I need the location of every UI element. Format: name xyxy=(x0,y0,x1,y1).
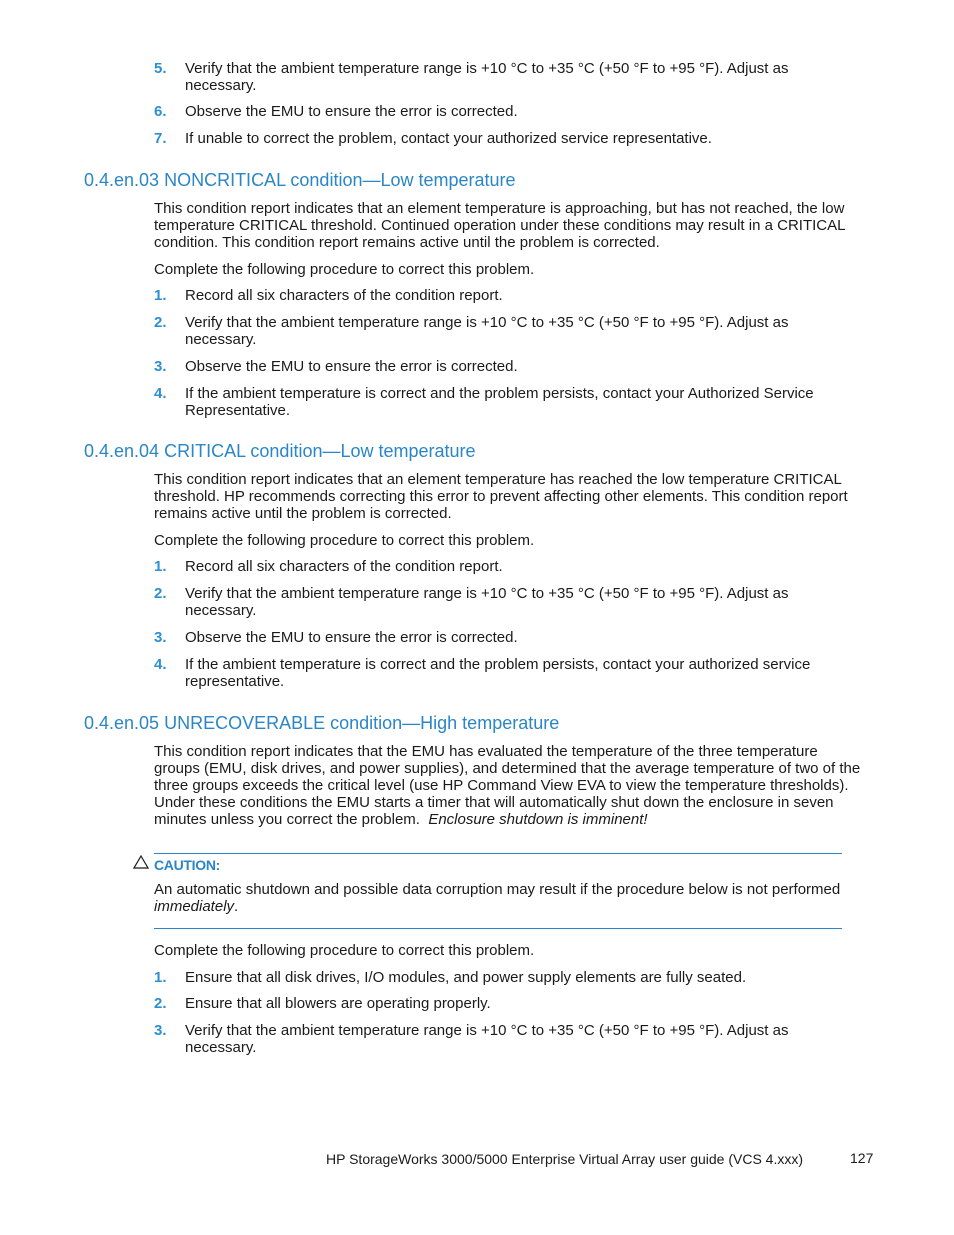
list-item xyxy=(154,1022,862,1056)
procedure-intro: Complete the following procedure to correct this problem. xyxy=(154,532,535,549)
step-number: 3. xyxy=(154,358,167,375)
list-item xyxy=(154,629,862,646)
step-number: 2. xyxy=(154,585,167,602)
step-number: 3. xyxy=(154,1022,167,1039)
section-heading: 0.4.en.05 UNRECOVERABLE condition—High temperature xyxy=(84,713,560,733)
caution-label: CAUTION: xyxy=(154,857,221,873)
caution-top-rule xyxy=(154,853,842,854)
step-text: If the ambient temperature is correct and the problem persists, contact your authorized service representative. xyxy=(185,656,811,690)
list-item xyxy=(154,130,862,147)
step-number: 1. xyxy=(154,287,167,304)
caution-bottom-rule xyxy=(154,928,842,929)
step-text: Verify that the ambient temperature range is +10 °C to +35 °C (+50 °F to +95 °F). Adjust as necessary. xyxy=(185,585,789,619)
list-item xyxy=(154,558,862,575)
step-number: 4. xyxy=(154,385,167,402)
steps-list xyxy=(154,287,862,419)
list-item xyxy=(154,385,862,419)
step-number: 1. xyxy=(154,558,167,575)
step-text: Verify that the ambient temperature range is +10 °C to +35 °C (+50 °F to +95 °F). Adjust as necessary. xyxy=(185,1022,789,1056)
list-item xyxy=(154,103,862,120)
step-text: If the ambient temperature is correct and the problem persists, contact your Authorized Service Representative. xyxy=(185,385,814,419)
step-text: Observe the EMU to ensure the error is corrected. xyxy=(185,358,518,375)
list-item xyxy=(154,358,862,375)
caution-end: . xyxy=(234,898,239,915)
paragraph-text: This condition report indicates that the EMU has evaluated the temperature of the three temperature groups (EMU, disk drives, and power supplies), and determined that the average temperature of two of the three groups exceeds the critical level (use HP Command View EVA to view the temperature thresholds). Under these conditions the EMU starts a timer that will automatically shut down the enclosure in seven minutes unless you correct the problem. xyxy=(154,743,861,828)
step-text: Record all six characters of the condition report. xyxy=(185,558,503,575)
step-number: 7. xyxy=(154,130,167,147)
step-number: 3. xyxy=(154,629,167,646)
warning-triangle-icon xyxy=(133,855,149,869)
page-number: 127 xyxy=(850,1150,874,1166)
step-number: 6. xyxy=(154,103,167,120)
section-paragraph: This condition report indicates that an element temperature is approaching, but has not reached, the low temperature CRITICAL threshold. Continued operation under these conditions may result in a CRITICAL condition. This condition report remains active until the problem is corrected. xyxy=(154,200,845,251)
step-text: Observe the EMU to ensure the error is corrected. xyxy=(185,103,518,120)
paragraph-emphasis: Enclosure shutdown is imminent! xyxy=(428,811,648,828)
list-item xyxy=(154,314,862,348)
footer-title: HP StorageWorks 3000/5000 Enterprise Virtual Array user guide (VCS 4.xxx) xyxy=(326,1151,804,1167)
steps-list xyxy=(154,969,862,1056)
step-text: Ensure that all blowers are operating properly. xyxy=(185,995,491,1012)
step-number: 4. xyxy=(154,656,167,673)
step-number: 2. xyxy=(154,995,167,1012)
step-number: 5. xyxy=(154,60,167,77)
list-item xyxy=(154,60,862,94)
list-item xyxy=(154,656,862,690)
step-text: If unable to correct the problem, contact your authorized service representative. xyxy=(185,130,712,147)
section-heading: 0.4.en.03 NONCRITICAL condition—Low temperature xyxy=(84,170,516,190)
step-number: 2. xyxy=(154,314,167,331)
procedure-intro: Complete the following procedure to correct this problem. xyxy=(154,261,535,278)
step-text: Observe the EMU to ensure the error is corrected. xyxy=(185,629,518,646)
step-text: Ensure that all disk drives, I/O modules, and power supply elements are fully seated. xyxy=(185,969,747,986)
step-text: Record all six characters of the condition report. xyxy=(185,287,503,304)
caution-body: An automatic shutdown and possible data corruption may result if the procedure below is not performed xyxy=(154,881,841,898)
section-paragraph: This condition report indicates that an element temperature has reached the low temperature CRITICAL threshold. HP recommends correcting this error to prevent affecting other elements. This condition report remains active until the problem is corrected. xyxy=(154,471,848,522)
steps-list xyxy=(154,558,862,690)
step-text: Verify that the ambient temperature range is +10 °C to +35 °C (+50 °F to +95 °F). Adjust as necessary. xyxy=(185,314,789,348)
caution-text xyxy=(154,881,844,915)
list-item xyxy=(154,995,862,1012)
step-text: Verify that the ambient temperature range is +10 °C to +35 °C (+50 °F to +95 °F). Adjust as necessary. xyxy=(185,60,789,94)
section-paragraph xyxy=(154,743,862,828)
steps-list-continued xyxy=(154,60,862,147)
step-number: 1. xyxy=(154,969,167,986)
section-heading: 0.4.en.04 CRITICAL condition—Low temperature xyxy=(84,441,476,461)
caution-emphasis: immediately xyxy=(154,898,235,915)
list-item xyxy=(154,969,862,986)
procedure-intro: Complete the following procedure to correct this problem. xyxy=(154,942,535,959)
list-item xyxy=(154,585,862,619)
list-item xyxy=(154,287,862,304)
